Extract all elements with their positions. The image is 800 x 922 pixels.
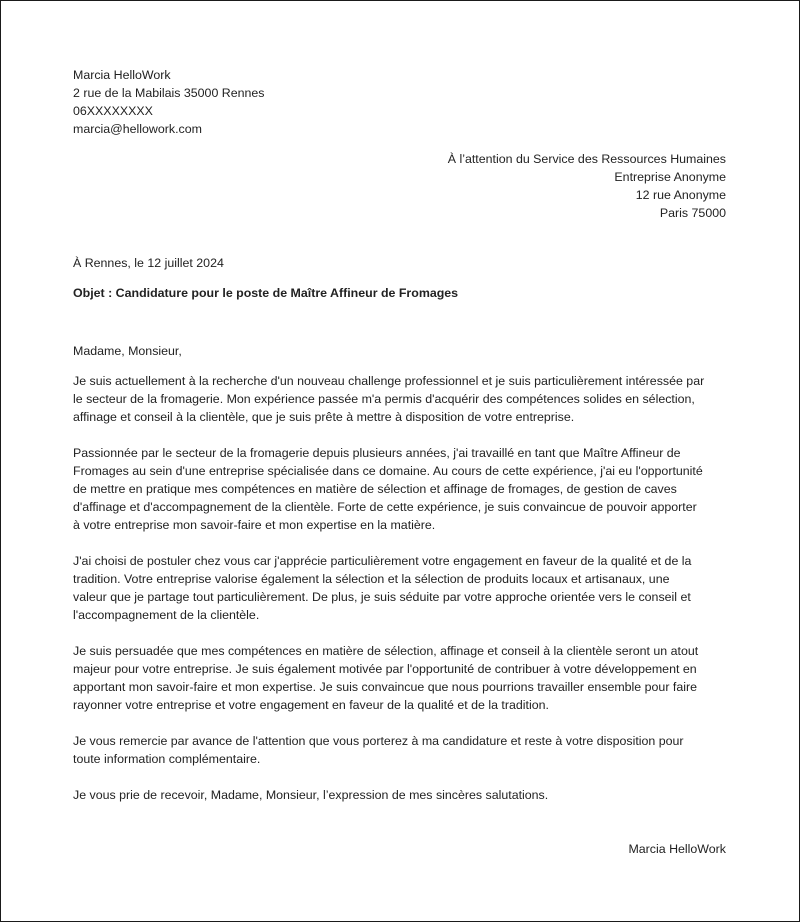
paragraph-line: Passionnée par le secteur de la fromagerie depuis plusieurs années, j'ai travaillé en tant que Maître Affineur de xyxy=(73,446,681,460)
paragraph-line: d'affinage et d'accompagnement de la clientèle. Forte de cette expérience, je suis convaincue de pouvoir apporter xyxy=(73,500,697,514)
letter-salutation: Madame, Monsieur, xyxy=(73,344,182,358)
recipient-company: Entreprise Anonyme xyxy=(614,170,726,184)
paragraph-line: Je suis actuellement à la recherche d'un nouveau challenge professionnel et je suis particulièrement intéressée par xyxy=(73,374,705,388)
paragraph-line: rayonner votre entreprise et votre engagement en faveur de la qualité et de la tradition. xyxy=(73,698,549,712)
body-paragraph-2 xyxy=(73,444,733,534)
paragraph-line: majeur pour votre entreprise. Je suis également motivée par l'opportunité de contribuer à votre développement en xyxy=(73,662,697,676)
paragraph-line: apportant mon savoir-faire et mon expertise. Je suis convaincue que nous pourrions travailler ensemble pour faire xyxy=(73,680,697,694)
paragraph-line: valeur que je partage tout particulièrement. De plus, je suis séduite par votre approche orientée vers le conseil et xyxy=(73,590,691,604)
recipient-attention: À l’attention du Service des Ressources Humaines xyxy=(447,152,726,166)
body-paragraph-4 xyxy=(73,642,733,714)
paragraph-line: l'accompagnement de la clientèle. xyxy=(73,608,260,622)
sender-block xyxy=(73,66,473,138)
recipient-block xyxy=(326,150,726,222)
recipient-street: 12 rue Anonyme xyxy=(635,188,726,202)
letter-subject: Objet : Candidature pour le poste de Maître Affineur de Fromages xyxy=(73,286,459,300)
signature: Marcia HelloWork xyxy=(628,842,726,856)
closing-paragraph xyxy=(73,786,733,804)
letter-date: À Rennes, le 12 juillet 2024 xyxy=(73,256,224,270)
paragraph-line: Je vous prie de recevoir, Madame, Monsieur, l’expression de mes sincères salutations. xyxy=(73,788,549,802)
body-paragraph-1 xyxy=(73,372,733,426)
paragraph-line: à votre entreprise mon savoir-faire et mon expertise en la matière. xyxy=(73,518,436,532)
paragraph-line: Fromages au sein d'une entreprise spécialisée dans ce domaine. Au cours de cette expérience, j'ai eu l'opportunité xyxy=(73,464,703,478)
paragraph-line: J'ai choisi de postuler chez vous car j'apprécie particulièrement votre engagement en faveur de la qualité et de la xyxy=(73,554,692,568)
paragraph-line: Je vous remercie par avance de l'attention que vous porterez à ma candidature et reste à votre disposition pour xyxy=(73,734,684,748)
paragraph-line: le secteur de la fromagerie. Mon expérience passée m'a permis d'acquérir des compétences solides en sélection, xyxy=(73,392,695,406)
paragraph-line: Je suis persuadée que mes compétences en matière de sélection, affinage et conseil à la clientèle seront un atout xyxy=(73,644,699,658)
body-paragraph-5 xyxy=(73,732,733,768)
paragraph-line: de mettre en pratique mes compétences en matière de sélection et affinage de fromages, de gestion de caves xyxy=(73,482,677,496)
sender-email: marcia@hellowork.com xyxy=(73,122,202,136)
sender-address: 2 rue de la Mabilais 35000 Rennes xyxy=(73,86,265,100)
paragraph-line: tradition. Votre entreprise valorise également la sélection et la sélection de produits locaux et artisanaux, une xyxy=(73,572,670,586)
sender-phone: 06XXXXXXXX xyxy=(73,104,153,118)
body-paragraph-3 xyxy=(73,552,733,624)
paragraph-line: affinage et conseil à la clientèle, que je suis prête à mettre à disposition de votre entreprise. xyxy=(73,410,575,424)
paragraph-line: toute information complémentaire. xyxy=(73,752,261,766)
sender-name: Marcia HelloWork xyxy=(73,68,171,82)
recipient-city: Paris 75000 xyxy=(659,206,726,220)
